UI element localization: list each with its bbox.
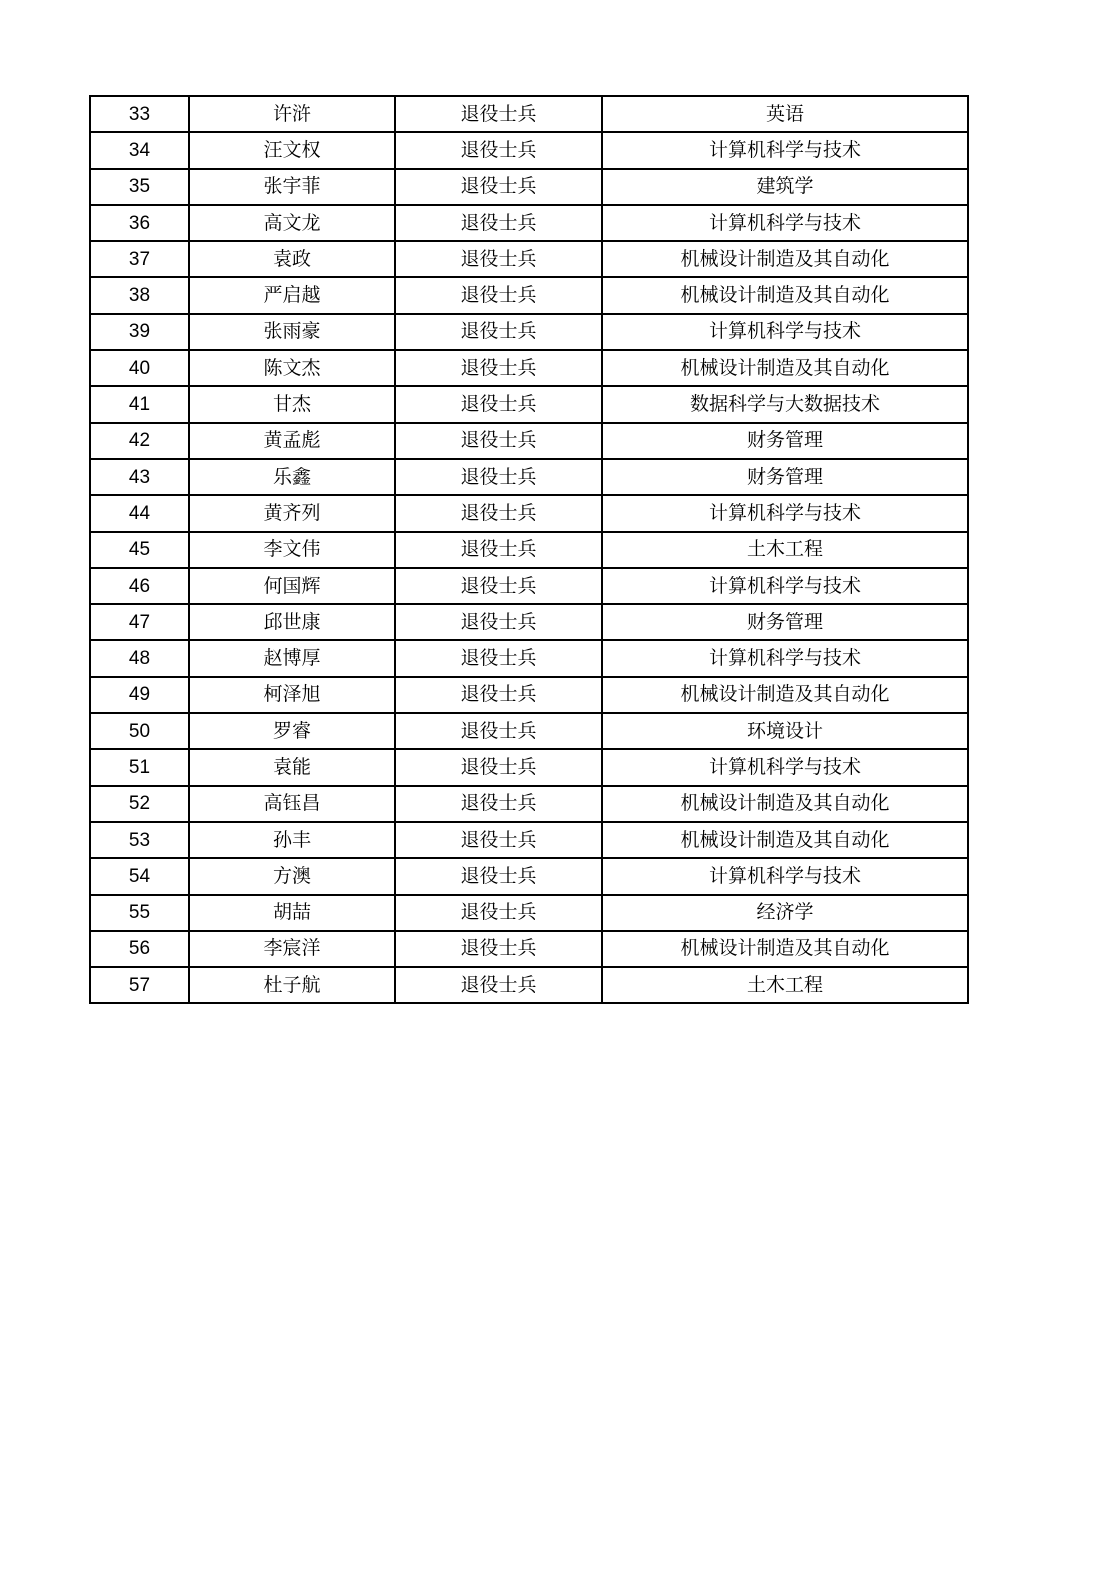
major-cell: 计算机科学与技术: [602, 205, 968, 241]
student-name-cell: 赵博厚: [189, 640, 395, 676]
category-cell: 退役士兵: [395, 350, 602, 386]
table-row: [90, 931, 968, 967]
major-cell: 机械设计制造及其自动化: [602, 786, 968, 822]
table-row: [90, 786, 968, 822]
student-name-cell: 李宸洋: [189, 931, 395, 967]
table-row: [90, 314, 968, 350]
table-row: [90, 423, 968, 459]
major-cell: 计算机科学与技术: [602, 640, 968, 676]
table-row: [90, 677, 968, 713]
row-number-cell: 57: [90, 967, 189, 1003]
student-name-cell: 汪文权: [189, 132, 395, 168]
category-cell: 退役士兵: [395, 241, 602, 277]
major-cell: 数据科学与大数据技术: [602, 386, 968, 422]
student-name-cell: 陈文杰: [189, 350, 395, 386]
major-cell: 机械设计制造及其自动化: [602, 277, 968, 313]
table-row: [90, 132, 968, 168]
table-row: [90, 386, 968, 422]
major-cell: 英语: [602, 96, 968, 132]
category-cell: 退役士兵: [395, 786, 602, 822]
student-name-cell: 张宇菲: [189, 169, 395, 205]
row-number-cell: 50: [90, 713, 189, 749]
category-cell: 退役士兵: [395, 459, 602, 495]
row-number-cell: 52: [90, 786, 189, 822]
category-cell: 退役士兵: [395, 277, 602, 313]
category-cell: 退役士兵: [395, 568, 602, 604]
student-name-cell: 李文伟: [189, 532, 395, 568]
table-row: [90, 96, 968, 132]
table-row: [90, 241, 968, 277]
table-row: [90, 858, 968, 894]
category-cell: 退役士兵: [395, 677, 602, 713]
category-cell: 退役士兵: [395, 495, 602, 531]
student-name-cell: 杜子航: [189, 967, 395, 1003]
table-row: [90, 822, 968, 858]
row-number-cell: 38: [90, 277, 189, 313]
major-cell: 财务管理: [602, 604, 968, 640]
major-cell: 计算机科学与技术: [602, 495, 968, 531]
major-cell: 财务管理: [602, 459, 968, 495]
student-name-cell: 高钰昌: [189, 786, 395, 822]
major-cell: 财务管理: [602, 423, 968, 459]
table-row: [90, 895, 968, 931]
row-number-cell: 42: [90, 423, 189, 459]
row-number-cell: 34: [90, 132, 189, 168]
major-cell: 土木工程: [602, 967, 968, 1003]
table-row: [90, 532, 968, 568]
row-number-cell: 36: [90, 205, 189, 241]
table-row: [90, 350, 968, 386]
table-row: [90, 459, 968, 495]
major-cell: 计算机科学与技术: [602, 132, 968, 168]
table-row: [90, 169, 968, 205]
roster-sheet: [89, 95, 969, 1004]
row-number-cell: 44: [90, 495, 189, 531]
major-cell: 机械设计制造及其自动化: [602, 677, 968, 713]
major-cell: 机械设计制造及其自动化: [602, 822, 968, 858]
table-row: [90, 967, 968, 1003]
category-cell: 退役士兵: [395, 423, 602, 459]
table-row: [90, 749, 968, 785]
student-name-cell: 张雨豪: [189, 314, 395, 350]
category-cell: 退役士兵: [395, 386, 602, 422]
student-name-cell: 乐鑫: [189, 459, 395, 495]
row-number-cell: 41: [90, 386, 189, 422]
roster-table: [89, 95, 969, 1004]
category-cell: 退役士兵: [395, 931, 602, 967]
student-name-cell: 罗睿: [189, 713, 395, 749]
row-number-cell: 40: [90, 350, 189, 386]
student-name-cell: 严启越: [189, 277, 395, 313]
category-cell: 退役士兵: [395, 858, 602, 894]
major-cell: 计算机科学与技术: [602, 858, 968, 894]
category-cell: 退役士兵: [395, 169, 602, 205]
student-name-cell: 方澳: [189, 858, 395, 894]
row-number-cell: 49: [90, 677, 189, 713]
category-cell: 退役士兵: [395, 132, 602, 168]
roster-body: [90, 96, 968, 1003]
student-name-cell: 黄孟彪: [189, 423, 395, 459]
major-cell: 计算机科学与技术: [602, 568, 968, 604]
table-row: [90, 640, 968, 676]
row-number-cell: 55: [90, 895, 189, 931]
row-number-cell: 46: [90, 568, 189, 604]
row-number-cell: 54: [90, 858, 189, 894]
category-cell: 退役士兵: [395, 749, 602, 785]
student-name-cell: 甘杰: [189, 386, 395, 422]
table-row: [90, 277, 968, 313]
major-cell: 环境设计: [602, 713, 968, 749]
category-cell: 退役士兵: [395, 205, 602, 241]
row-number-cell: 56: [90, 931, 189, 967]
row-number-cell: 51: [90, 749, 189, 785]
table-row: [90, 568, 968, 604]
student-name-cell: 柯泽旭: [189, 677, 395, 713]
student-name-cell: 胡喆: [189, 895, 395, 931]
row-number-cell: 53: [90, 822, 189, 858]
student-name-cell: 黄齐列: [189, 495, 395, 531]
major-cell: 经济学: [602, 895, 968, 931]
student-name-cell: 袁能: [189, 749, 395, 785]
major-cell: 土木工程: [602, 532, 968, 568]
category-cell: 退役士兵: [395, 96, 602, 132]
row-number-cell: 33: [90, 96, 189, 132]
row-number-cell: 43: [90, 459, 189, 495]
major-cell: 机械设计制造及其自动化: [602, 350, 968, 386]
student-name-cell: 许浒: [189, 96, 395, 132]
student-name-cell: 高文龙: [189, 205, 395, 241]
row-number-cell: 35: [90, 169, 189, 205]
category-cell: 退役士兵: [395, 713, 602, 749]
table-row: [90, 495, 968, 531]
major-cell: 机械设计制造及其自动化: [602, 241, 968, 277]
student-name-cell: 孙丰: [189, 822, 395, 858]
row-number-cell: 48: [90, 640, 189, 676]
category-cell: 退役士兵: [395, 532, 602, 568]
category-cell: 退役士兵: [395, 895, 602, 931]
major-cell: 计算机科学与技术: [602, 749, 968, 785]
category-cell: 退役士兵: [395, 967, 602, 1003]
student-name-cell: 何国辉: [189, 568, 395, 604]
table-row: [90, 604, 968, 640]
row-number-cell: 39: [90, 314, 189, 350]
category-cell: 退役士兵: [395, 640, 602, 676]
category-cell: 退役士兵: [395, 604, 602, 640]
major-cell: 机械设计制造及其自动化: [602, 931, 968, 967]
student-name-cell: 袁政: [189, 241, 395, 277]
category-cell: 退役士兵: [395, 822, 602, 858]
major-cell: 计算机科学与技术: [602, 314, 968, 350]
row-number-cell: 45: [90, 532, 189, 568]
row-number-cell: 37: [90, 241, 189, 277]
category-cell: 退役士兵: [395, 314, 602, 350]
table-row: [90, 713, 968, 749]
row-number-cell: 47: [90, 604, 189, 640]
major-cell: 建筑学: [602, 169, 968, 205]
table-row: [90, 205, 968, 241]
student-name-cell: 邱世康: [189, 604, 395, 640]
